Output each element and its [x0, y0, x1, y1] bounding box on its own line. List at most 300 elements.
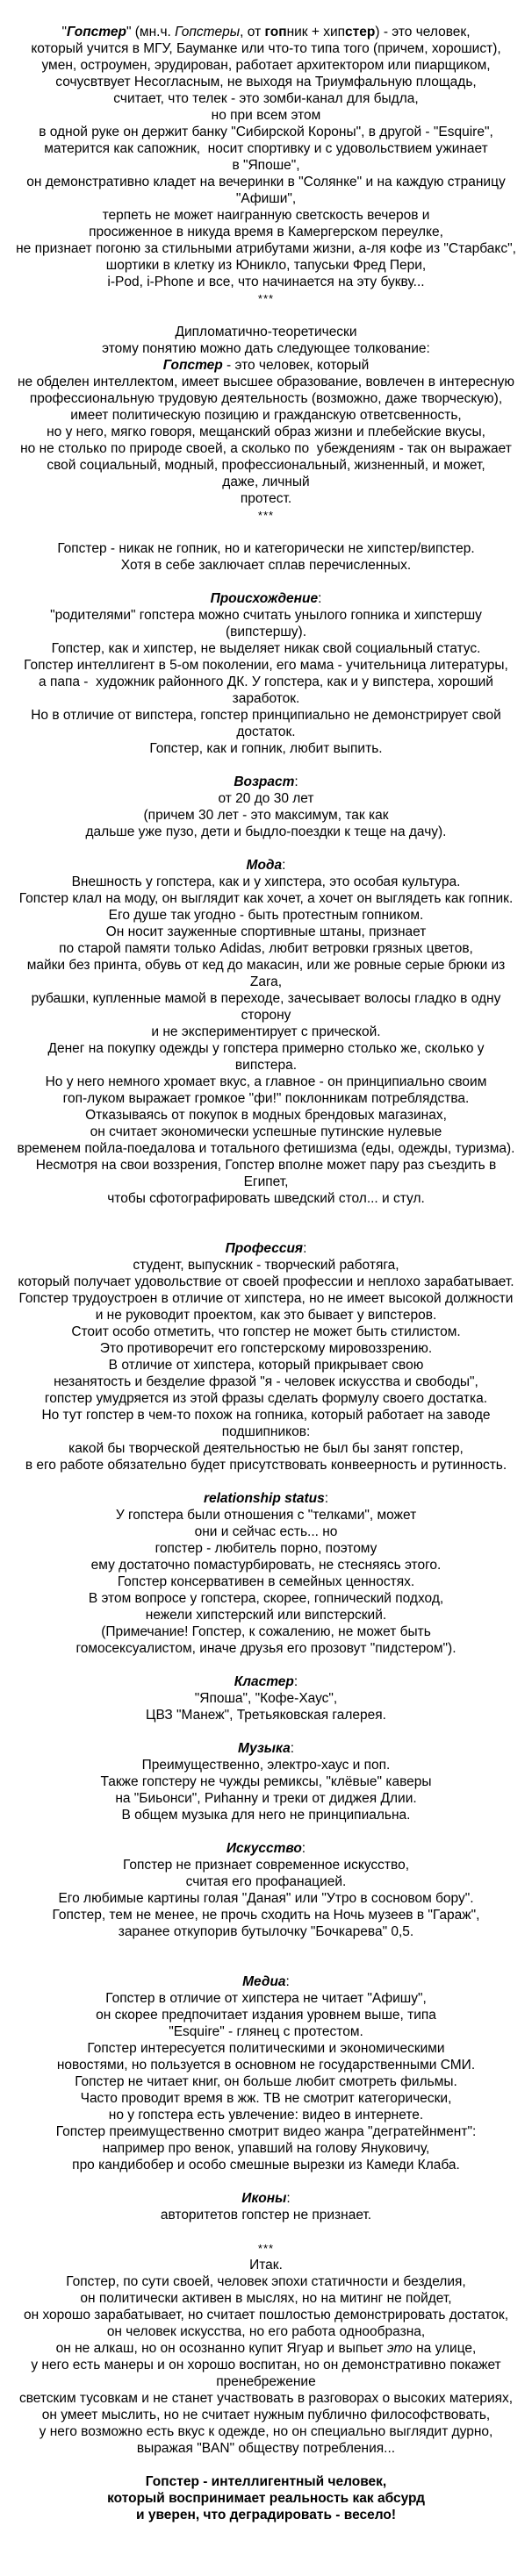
text-line [4, 2207, 528, 2223]
text-segment: студент, выпускник - творческий работяга, [133, 1258, 399, 1273]
text-segment: Стоит особо отметить, что гопстер не может быть стилистом. [71, 1324, 461, 1339]
text-segment: " (мн.ч. [126, 25, 176, 39]
text-line [4, 224, 528, 240]
text-segment: в его работе обязательно будет присутствовать конвеерность и рутинность. [25, 1458, 507, 1473]
text-segment: Дипломатично-теоретически [175, 325, 357, 339]
text-line [4, 890, 528, 907]
text-line [4, 57, 528, 74]
section-contrast [4, 540, 528, 574]
text-line [4, 1090, 528, 1107]
text-line [4, 1740, 528, 1757]
text-line [4, 774, 528, 790]
text-segment: Преимущественно, электро-хаус и поп. [141, 1758, 391, 1773]
text-line [4, 1707, 528, 1723]
text-segment: : [286, 2191, 291, 2206]
text-segment: Это противоречит его гопстерскому мировоззрению. [99, 1341, 433, 1356]
text-segment: профессиональную трудовую деятельность (возможно, даже творческую), [29, 391, 503, 406]
text-line [4, 857, 528, 874]
text-segment: "Япоша", "Кофе-Хаус", [194, 1691, 338, 1706]
text-segment: выражая "BAN" обществу потребления... [136, 2441, 396, 2456]
text-segment: рубашки, купленные мамой в переходе, зачесывает волосы гладко в одну [31, 991, 501, 1006]
text-segment: (випстершу). [225, 624, 307, 639]
text-segment: достаток. [236, 724, 296, 739]
text-line [4, 707, 528, 724]
text-segment: новостями, но пользуется в основном не государственными СМИ. [56, 2058, 476, 2073]
text-line [4, 807, 528, 824]
text-line [4, 1790, 528, 1807]
text-line [4, 1640, 528, 1657]
text-line [4, 124, 528, 140]
text-segment: и не руководит проектом, как это бывает у випстеров. [95, 1308, 437, 1323]
text-segment: Происхождение [210, 591, 319, 606]
text-segment: он человек искусства, но его работа однообразна, [106, 2324, 426, 2339]
text-segment: у него есть манеры и он хорошо воспитан, но он демонстративно покажет [31, 2358, 501, 2373]
text-line [4, 2057, 528, 2073]
text-line [4, 640, 528, 657]
text-segment: Гопстер, тем не менее, не прочь сходить на Ночь музеев в "Гараж", [52, 1908, 480, 1923]
text-segment: стер [345, 25, 376, 39]
text-line [4, 657, 528, 674]
text-line [4, 1990, 528, 2007]
text-line [4, 374, 528, 390]
text-segment: имеет политическую позицию и гражданскую ответсвенность, [70, 408, 462, 423]
section-origin [4, 590, 528, 757]
text-segment: например про венок, упавший на голову Януковичу, [102, 2141, 430, 2156]
text-line [4, 2273, 528, 2290]
text-line [4, 1773, 528, 1790]
text-line [4, 590, 528, 607]
text-line [4, 257, 528, 274]
text-line [4, 1607, 528, 1623]
text-segment: , от [240, 25, 265, 39]
section-profession [4, 1240, 528, 1474]
text-line [4, 1107, 528, 1124]
text-segment: Гопстер [162, 358, 223, 373]
text-segment: который учится в МГУ, Бауманке или что-то типа того (причем, хорошист), [31, 41, 501, 56]
text-segment: ему достаточно помастурбировать, не стесняясь этого. [90, 1558, 442, 1573]
text-line [4, 924, 528, 940]
section-intro [4, 24, 528, 290]
text-line [4, 607, 528, 624]
text-segment: ЦВЗ "Манеж", Третьяковская галерея. [146, 1708, 386, 1723]
section-separator: *** [257, 292, 275, 305]
text-line [4, 690, 528, 707]
text-segment: в одной руке он держит банку "Сибирской Короны", в другой - "Esquire", [39, 125, 493, 139]
text-segment: он не алкаш, но он осознанно купит Ягуар и выпьет [55, 2341, 387, 2356]
text-line [4, 340, 528, 357]
text-line [4, 2007, 528, 2023]
text-segment: но при всем этом [211, 108, 321, 123]
text-segment: терпеть не может наигранную светскость вечеров и [102, 208, 430, 223]
text-segment: он политически активен в мыслях, но на митинг не пойдет, [80, 2291, 452, 2306]
text-segment: relationship status [203, 1491, 325, 1506]
text-line [4, 1623, 528, 1640]
text-line [4, 2473, 528, 2490]
text-segment: и уверен, что деградировать - весело! [135, 2508, 397, 2522]
text-line [4, 457, 528, 474]
text-segment: просиженное в никуда время в Камергерском переулке, [89, 225, 443, 239]
text-line [4, 1190, 528, 1207]
text-segment: Гопстер [66, 25, 126, 39]
text-line [4, 1007, 528, 1024]
text-segment: который получает удовольствие от своей профессии и неплохо зарабатывает. [18, 1274, 514, 1289]
text-line [4, 157, 528, 174]
text-line [4, 1257, 528, 1274]
text-line [4, 624, 528, 640]
text-line [4, 1390, 528, 1407]
text-line [4, 1757, 528, 1773]
text-segment: Хотя в себе заключает сплав перечисленных. [120, 558, 412, 573]
text-segment: гопстер - любитель порно, поэтому [155, 1541, 377, 1556]
text-segment: и не экспериментирует с прической. [151, 1024, 381, 1039]
text-segment: Гопстер - никак не гопник, но и категорически не хипстер/випстер. [57, 541, 475, 556]
text-segment: " [61, 25, 67, 39]
text-line [4, 1174, 528, 1190]
text-segment: : [303, 1241, 307, 1256]
text-line [4, 2157, 528, 2173]
text-segment: про кандибобер и особо смешные вырезки из Камеди Клаба. [72, 2158, 460, 2173]
text-line [4, 1274, 528, 1290]
text-segment: В отличие от хипстера, который прикрывает свою [108, 1358, 424, 1373]
text-segment: гоп-луком выражает громкое "фи!" поклонникам потреблядства. [62, 1091, 470, 1106]
text-segment: Гопстер, как и гопник, любит выпить. [149, 741, 383, 756]
text-segment: - это человек, который [222, 358, 370, 373]
text-segment: Но у него немного хромает вкус, а главное - он принципиально своим [45, 1074, 487, 1089]
section-art [4, 1840, 528, 1940]
text-line [4, 1357, 528, 1374]
text-segment: они и сейчас есть... но [194, 1524, 338, 1539]
text-segment: чтобы сфотографировать шведский стол... и стул. [107, 1191, 425, 1206]
text-segment: умен, остроумен, эрудирован, работает архитектором или пиарщиком, [41, 58, 491, 73]
text-segment: какой бы творческой деятельностью не был бы занят гопстер, [68, 1441, 464, 1456]
text-line [4, 424, 528, 440]
text-line [4, 2490, 528, 2507]
text-segment: подшипников: [221, 1424, 311, 1439]
text-segment: : [282, 858, 286, 873]
text-line [4, 1923, 528, 1940]
text-line [4, 1424, 528, 1440]
text-line [4, 1507, 528, 1523]
text-line [4, 2507, 528, 2523]
text-line [4, 1290, 528, 1307]
text-segment: но у гопстера есть увлечение: видео в интернете. [108, 2108, 424, 2123]
text-segment: временем пойла-поедалова и тотального фетишизма (еды, одежды, туризма). [17, 1141, 515, 1156]
text-line [4, 2107, 528, 2123]
text-segment: "Esquire" - глянец с протестом. [169, 2024, 363, 2039]
text-segment: протест. [240, 491, 292, 506]
text-line [4, 1573, 528, 1590]
text-line [4, 1807, 528, 1823]
text-line [4, 2140, 528, 2157]
text-line [4, 540, 528, 557]
section-media [4, 1973, 528, 2173]
text-segment: : [301, 1841, 306, 1856]
text-line [4, 1557, 528, 1573]
text-line [4, 957, 528, 974]
text-line [4, 940, 528, 957]
text-segment: на "Биьонси", Риhанну и треки от диджея Длии. [115, 1791, 417, 1806]
text-line [4, 1157, 528, 1174]
text-line [4, 2123, 528, 2140]
text-segment: В общем музыка для него не принципиальна. [121, 1808, 411, 1823]
text-line [4, 190, 528, 207]
text-segment: считая его профанацией. [185, 1874, 347, 1889]
section-age [4, 774, 528, 840]
text-segment: Гопстер интересуется политическими и экономическими [87, 2041, 445, 2056]
section-separator: *** [257, 509, 275, 522]
text-line [4, 390, 528, 407]
text-line [4, 357, 528, 374]
text-segment: он считает экономически успешные путинские нулевые [90, 1124, 442, 1139]
text-segment: В этом вопросе у гопстера, скорее, гопнический подход, [88, 1591, 444, 1606]
text-segment: гоп [264, 25, 287, 39]
text-segment: по старой памяти только Adidas, любит ветровки грязных цветов, [59, 941, 473, 956]
text-line [4, 974, 528, 990]
text-segment: Часто проводит время в жж. ТВ не смотрит категорически, [80, 2091, 452, 2106]
text-segment: в "Япоше", [232, 158, 300, 173]
text-line [4, 1074, 528, 1090]
text-line [4, 2323, 528, 2340]
text-line [4, 2190, 528, 2207]
text-line [4, 490, 528, 507]
text-line [4, 2423, 528, 2440]
text-line [4, 2307, 528, 2323]
text-line [4, 2407, 528, 2423]
text-line [4, 1240, 528, 1257]
text-line [4, 2073, 528, 2090]
text-line [4, 324, 528, 340]
text-segment: у него возможно есть вкус к одежде, но он специально выглядит дурно, [39, 2424, 493, 2439]
text-segment: Гопстер - интеллигентный человек, [145, 2474, 387, 2489]
text-segment: Гопстер интеллигент в 5-ом поколении, его мама - учительница литературы, [24, 658, 508, 673]
text-line [4, 1590, 528, 1607]
text-segment: Внешность у гопстера, как и у хипстера, это особая культура. [71, 874, 461, 889]
text-line [4, 2440, 528, 2457]
text-segment: заранее откупорив бутылочку "Бочкарева" 0,5. [118, 1924, 414, 1939]
text-line [4, 1523, 528, 1540]
text-segment: (Примечание! Гопстер, к сожалению, не может быть [101, 1624, 431, 1639]
text-line [4, 24, 528, 40]
text-segment: но у него, мягко говоря, мещанский образ жизни и плебейские вкусы, [47, 425, 485, 439]
text-segment: который воспринимает реальность как абсурд [107, 2491, 425, 2506]
text-segment: "Афиши", [235, 191, 297, 206]
text-segment: матерится как сапожник, носит спортивку и с удовольствием ужинает [44, 141, 488, 156]
text-line [4, 2357, 528, 2373]
text-line [4, 1857, 528, 1873]
text-line [4, 1490, 528, 1507]
text-segment: : [290, 1741, 295, 1756]
text-line [4, 74, 528, 90]
text-segment: Но тут гопстер в чем-то похож на гопника, который работает на заводе [41, 1408, 491, 1423]
text-line [4, 2090, 528, 2107]
text-segment: Кластер [234, 1674, 294, 1689]
section-fashion [4, 857, 528, 1207]
text-segment: Гопстер не признает современное искусство, [122, 1858, 410, 1873]
text-line [4, 207, 528, 224]
section-conclusion [4, 2257, 528, 2457]
text-segment: это [386, 2341, 413, 2356]
text-segment: У гопстера были отношения с "телками", может [115, 1508, 417, 1523]
text-segment: Искусство [226, 1841, 302, 1856]
text-line [4, 474, 528, 490]
text-segment: Гопстер, по сути своей, человек эпохи статичности и безделия, [66, 2274, 466, 2289]
text-segment: не признает погоню за стильными атрибутами жизни, а-ля кофе из "Старбакс", [16, 241, 516, 256]
text-segment: дальше уже пузо, дети и быдло-поездки к теще на дачу). [85, 824, 447, 839]
text-line [4, 1024, 528, 1040]
text-segment: гомосексуалистом, иначе друзья его прозовут "пидстером"). [75, 1641, 457, 1656]
section-final-statement [4, 2473, 528, 2523]
text-line [4, 1057, 528, 1074]
text-segment: Профессия [225, 1241, 304, 1256]
text-line [4, 407, 528, 424]
text-segment: ) - это человек, [375, 25, 471, 39]
text-segment: он хорошо зарабатывает, но считает пошлостью демонстрировать достаток, [23, 2308, 508, 2323]
text-line [4, 2023, 528, 2040]
text-segment: Zara, [249, 974, 283, 989]
text-segment: но не столько по природе своей, а сколько по убеждениям - так он выражает [20, 441, 512, 456]
text-segment: Иконы [241, 2191, 287, 2206]
text-line [4, 1907, 528, 1923]
text-line [4, 1973, 528, 1990]
text-segment: Денег на покупку одежды у гопстера примерно столько же, сколько у [47, 1041, 485, 1056]
text-segment: майки без принта, обувь от кед до макасин, или же ровные серые брюки из [26, 958, 506, 973]
text-line [4, 2290, 528, 2307]
text-segment: незанятость и безделие фразой "я - человек искусства и свободы", [54, 1374, 478, 1389]
text-segment: : [324, 1491, 329, 1506]
text-segment: он скорее предпочитает издания уровнем выше, типа [96, 2008, 436, 2023]
section-definition [4, 324, 528, 507]
text-segment: "родителями" гопстера можно считать унылого гопника и хипстершу [50, 608, 482, 623]
text-segment: Итак. [249, 2258, 283, 2273]
text-segment: на улице, [412, 2341, 477, 2356]
text-segment: Гопстер клал на моду, он выглядит как хочет, а хочет он выглядеть как гопник. [18, 891, 514, 906]
text-segment: светским тусовкам и не станет участвовать в разговорах о высоких материях, [18, 2391, 514, 2406]
text-segment: от 20 до 30 лет [218, 791, 314, 806]
text-segment: Гопстер в отличие от хипстера не читает "Афишу", [105, 1991, 427, 2006]
text-line [4, 40, 528, 57]
text-line [4, 2373, 528, 2390]
text-segment: авторитетов гопстер не признает. [160, 2208, 372, 2223]
section-icons [4, 2190, 528, 2223]
section-cluster [4, 1673, 528, 1723]
text-segment: Отказываясь от покупок в модных брендовых магазинах, [85, 1108, 447, 1123]
text-line [4, 1440, 528, 1457]
text-line [4, 1307, 528, 1324]
text-segment: этому понятию можно дать следующее толкование: [102, 341, 430, 356]
text-segment: он демонстративно кладет на вечеринки в "Солянке" и на каждую страницу [26, 175, 506, 189]
text-segment: Его душе так угодно - быть протестным гопником. [108, 908, 424, 923]
text-line [4, 1873, 528, 1890]
text-line [4, 740, 528, 757]
text-line [4, 874, 528, 890]
text-segment: випстера. [234, 1058, 298, 1073]
text-line [4, 1407, 528, 1424]
text-line [4, 557, 528, 574]
text-line [4, 1673, 528, 1690]
text-line [4, 790, 528, 807]
text-line [4, 1140, 528, 1157]
section-separator: *** [257, 2242, 275, 2255]
text-segment: i-Pod, i-Phone и все, что начинается на эту букву... [107, 275, 425, 289]
text-segment: Но в отличие от випстера, гопстер принципиально не демонстрирует свой [31, 708, 501, 723]
text-segment: Медиа [242, 1974, 286, 1989]
text-line [4, 674, 528, 690]
text-segment: пренебрежение [216, 2374, 316, 2389]
text-line [4, 1340, 528, 1357]
text-segment: Возраст [234, 774, 295, 789]
text-line [4, 240, 528, 257]
text-line [4, 107, 528, 124]
text-line [4, 440, 528, 457]
text-line [4, 1124, 528, 1140]
text-segment: сторону [241, 1008, 291, 1023]
text-line [4, 1890, 528, 1907]
text-segment: гопстер умудряется из этой фразы сделать формулу своего достатка. [44, 1391, 488, 1406]
text-segment: Его любимые картины голая "Даная" или "Утро в сосновом бору". [58, 1891, 474, 1906]
text-segment: не обделен интеллектом, имеет высшее образование, вовлечен в интересную [18, 375, 514, 389]
text-line [4, 2257, 528, 2273]
text-segment: : [285, 1974, 290, 1989]
text-segment: Египет, [243, 1174, 289, 1189]
text-line [4, 990, 528, 1007]
text-segment: : [293, 1674, 298, 1689]
text-segment: Гопстеры [175, 25, 241, 39]
text-segment: Он носит зауженные спортивные штаны, признает [105, 924, 427, 939]
text-segment: Гопстер трудоустроен в отличие от хипстера, но не имеет высокой должности [18, 1291, 514, 1306]
text-line [4, 1690, 528, 1707]
text-line [4, 1540, 528, 1557]
text-segment: шортики в клетку из Юникло, тапуськи Фред Пери, [105, 258, 427, 273]
text-segment: Также гопстеру не чужды ремиксы, "клёвые" каверы [100, 1774, 432, 1789]
section-relationship-status [4, 1490, 528, 1657]
text-line [4, 1457, 528, 1474]
text-segment: считает, что телек - это зомби-канал для быдла, [113, 91, 419, 106]
text-line [4, 1040, 528, 1057]
text-segment: даже, личный [222, 475, 310, 489]
text-segment: нежели хипстерский или випстерский. [145, 1608, 387, 1623]
text-line [4, 90, 528, 107]
text-line [4, 2390, 528, 2407]
text-segment: Музыка [237, 1741, 291, 1756]
text-segment: он умеет мыслить, но не считает нужным публично философствовать, [41, 2408, 491, 2423]
text-segment: ник + хип [286, 25, 346, 39]
text-segment: : [318, 591, 322, 606]
text-segment: Мода [246, 858, 283, 873]
text-line [4, 2040, 528, 2057]
text-segment: Гопстер не читает книг, он больше любит смотреть фильмы. [75, 2074, 457, 2089]
text-segment: свой социальный, модный, профессиональный, жизненный, и может, [47, 458, 485, 473]
text-segment: Гопстер преимущественно смотрит видео жанра "дегратейнмент": [55, 2124, 477, 2139]
text-line [4, 140, 528, 157]
text-segment: Несмотря на свои воззрения, Гопстер вполне может пару раз съездить в [35, 1158, 497, 1173]
text-segment: Гопстер консервативен в семейных ценностях. [117, 1574, 415, 1589]
section-music [4, 1740, 528, 1823]
text-line [4, 907, 528, 924]
text-segment: сочусвтвует Несогласным, не выходя на Триумфальную площадь, [55, 75, 477, 89]
text-line [4, 1374, 528, 1390]
text-segment: заработок. [232, 691, 300, 706]
text-line [4, 2340, 528, 2357]
text-segment: а папа - художник районного ДК. У гопстера, как и у випстера, хороший [39, 674, 493, 689]
text-segment: : [294, 774, 298, 789]
text-segment: (причем 30 лет - это максимум, так как [143, 808, 389, 823]
text-line [4, 174, 528, 190]
text-line [4, 824, 528, 840]
text-line [4, 724, 528, 740]
text-line [4, 1324, 528, 1340]
text-line [4, 1840, 528, 1857]
text-segment: Гопстер, как и хипстер, не выделяет никак свой социальный статус. [51, 641, 481, 656]
